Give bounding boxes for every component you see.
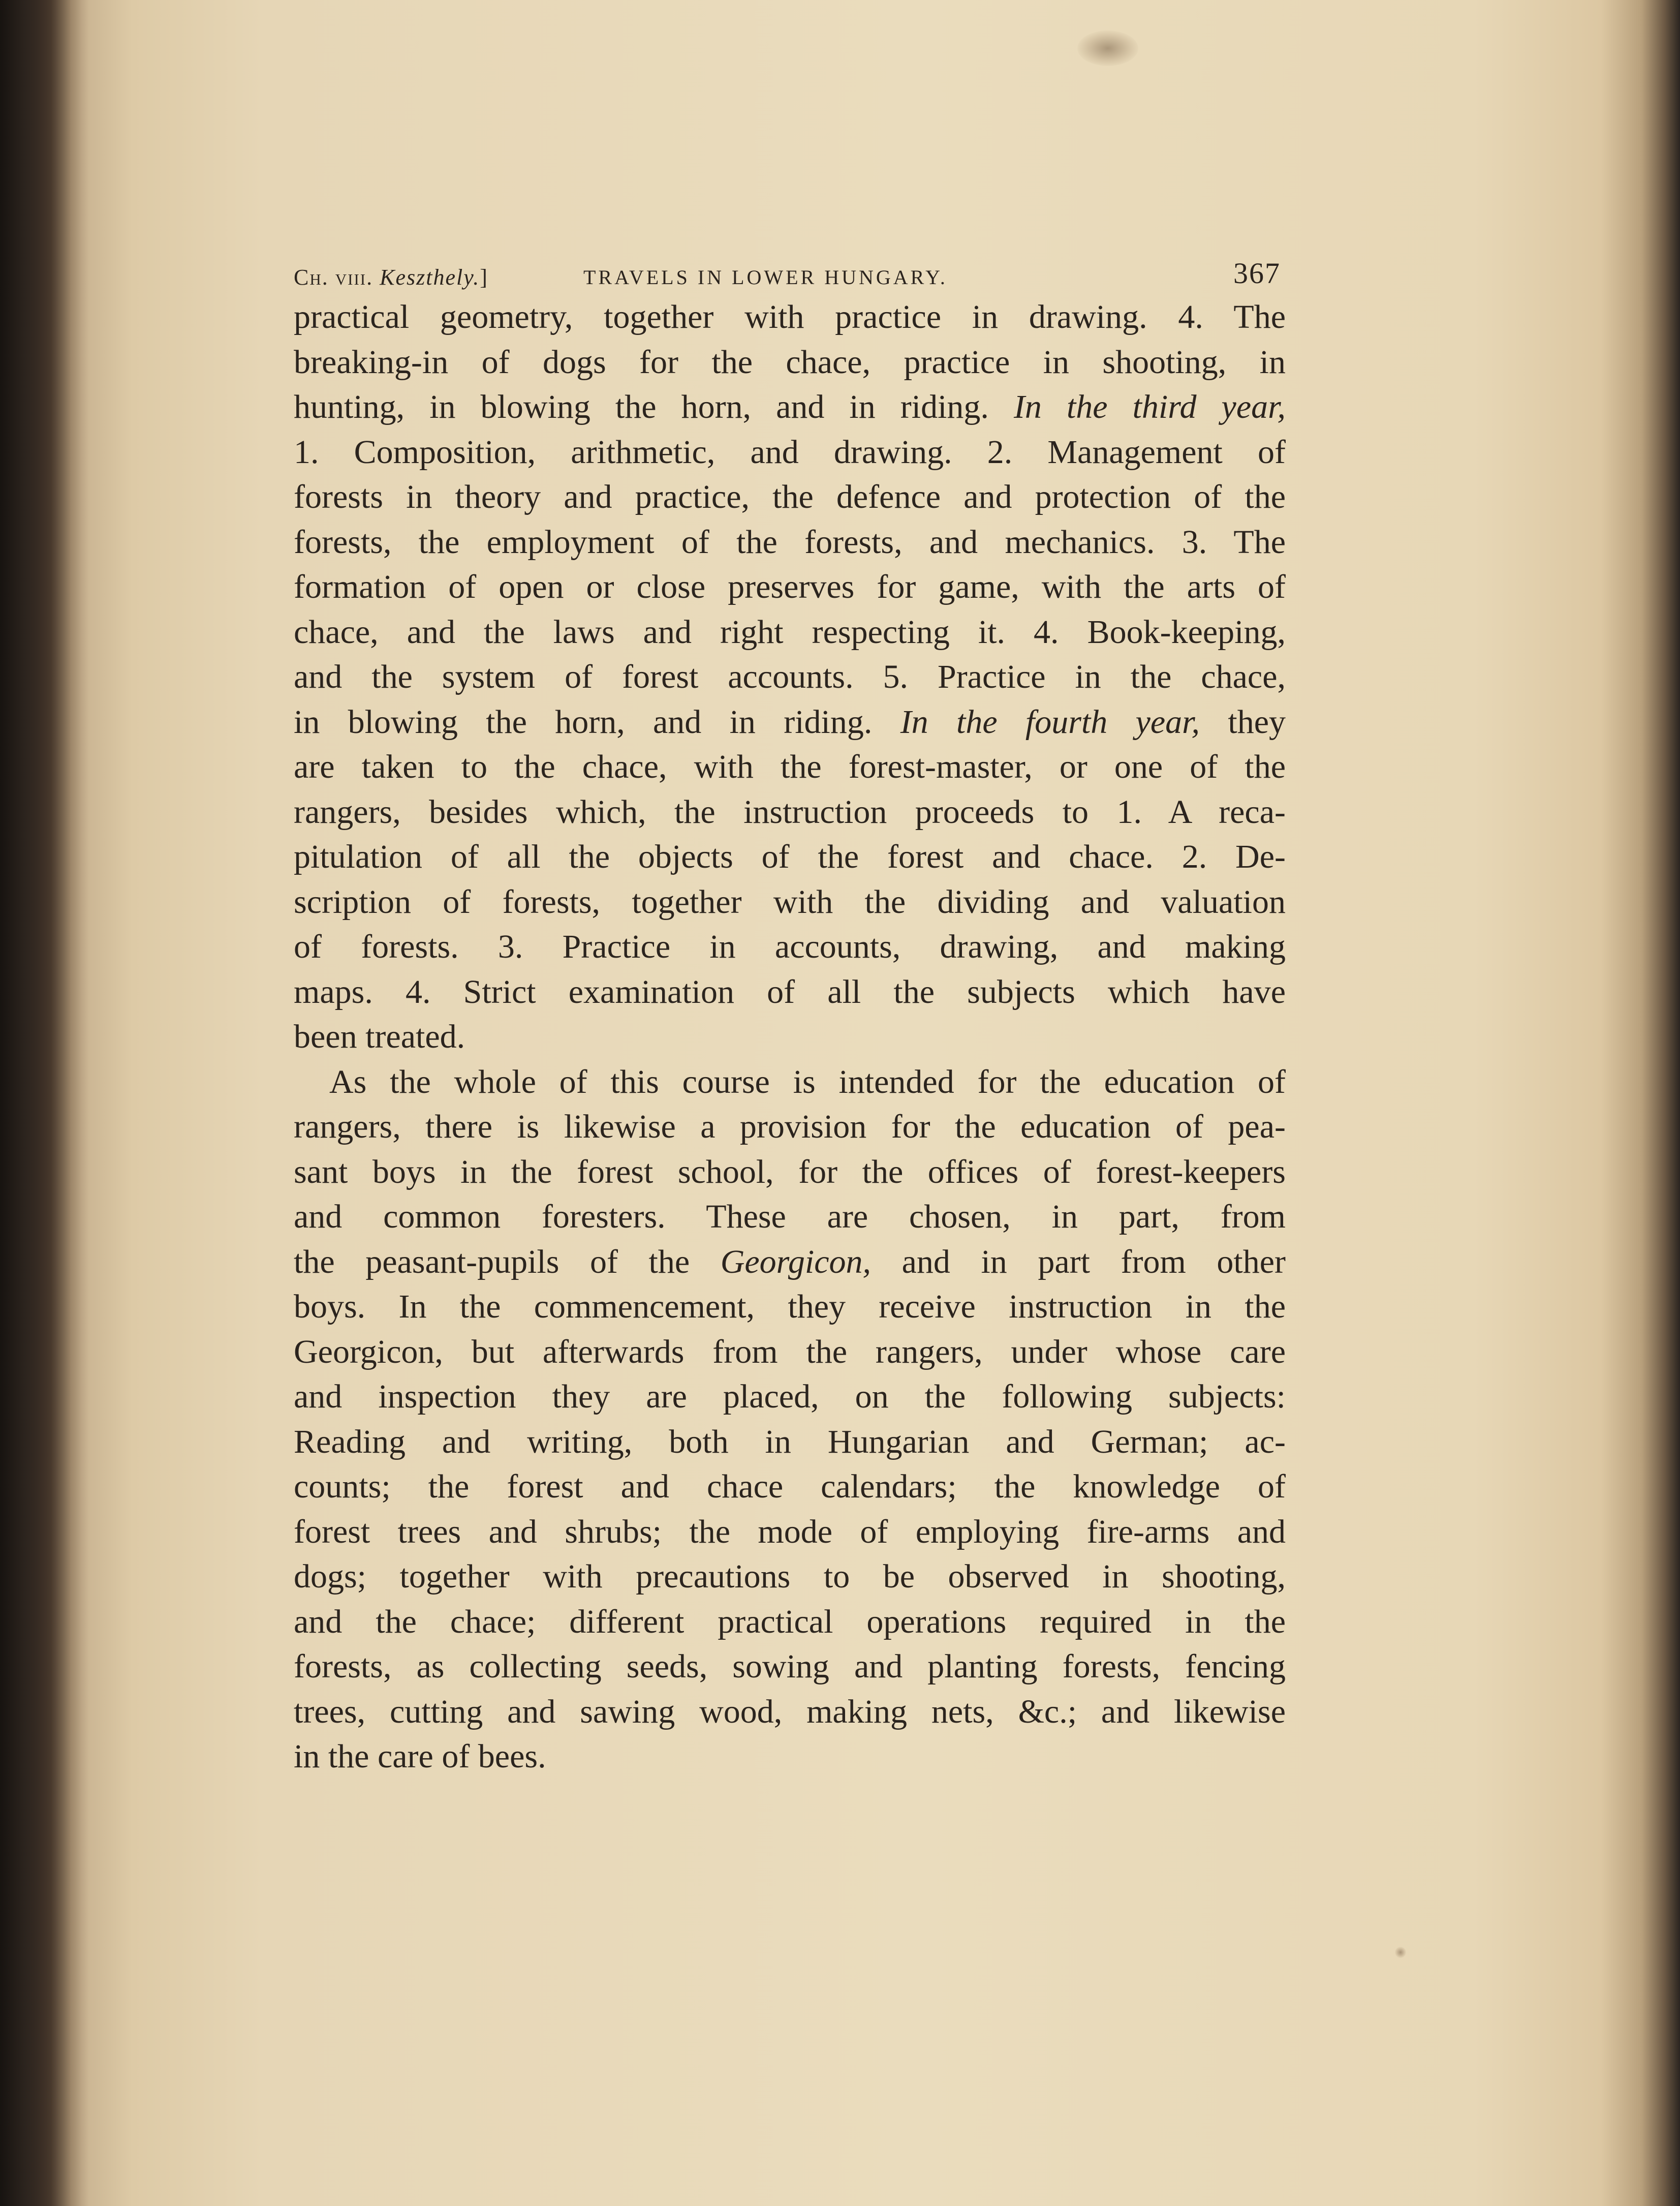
text-line: are taken to the chace, with the forest-master, or one of the	[294, 748, 1286, 785]
text-line: practical geometry, together with practice in drawing. 4. The	[294, 298, 1286, 335]
text-line: boys. In the commencement, they receive instruction in the	[294, 1288, 1286, 1325]
page-number: 367	[1233, 257, 1281, 290]
text-line: and common foresters. These are chosen, in part, from	[294, 1198, 1286, 1235]
text-line: sant boys in the forest school, for the offices of forest-keepers	[294, 1153, 1286, 1190]
text-line: forests in theory and practice, the defence and protection of the	[294, 478, 1286, 515]
text-line: counts; the forest and chace calendars; the knowledge of	[294, 1468, 1286, 1505]
text-line: scription of forests, together with the dividing and valuation	[294, 883, 1286, 921]
binding-gutter	[0, 0, 89, 2206]
text-line: maps. 4. Strict examination of all the subjects which have	[294, 973, 1286, 1010]
text-line: and the chace; different practical operations required in the	[294, 1603, 1286, 1640]
running-head-chapter: Ch. viii. Keszthely.]	[294, 265, 488, 290]
running-head	[294, 239, 1286, 295]
text-line: been treated.	[294, 1018, 465, 1055]
paragraph-1	[294, 295, 1286, 1060]
text-line: trees, cutting and sawing wood, making nets, &c.; and likewise	[294, 1693, 1286, 1730]
page-text-block	[294, 239, 1286, 1780]
running-head-title: TRAVELS IN LOWER HUNGARY.	[583, 266, 948, 289]
text-line: 1. Composition, arithmetic, and drawing. 2. Management of	[294, 433, 1286, 471]
text-line: in blowing the horn, and in riding. In the fourth year, they	[294, 703, 1286, 741]
text-line: chace, and the laws and right respecting it. 4. Book-keeping,	[294, 613, 1286, 651]
text-line: formation of open or close preserves for game, with the arts of	[294, 568, 1286, 605]
text-line: Reading and writing, both in Hungarian and German; ac-	[294, 1423, 1286, 1460]
text-line: Georgicon, but afterwards from the rangers, under whose care	[294, 1333, 1286, 1370]
text-line: breaking-in of dogs for the chace, practice in shooting, in	[294, 343, 1286, 381]
text-line: forests, the employment of the forests, and mechanics. 3. The	[294, 523, 1286, 561]
text-line: and the system of forest accounts. 5. Practice in the chace,	[294, 658, 1286, 695]
paragraph-2	[294, 1060, 1286, 1780]
text-line: the peasant-pupils of the Georgicon, and in part from other	[294, 1243, 1286, 1280]
text-line: and inspection they are placed, on the following subjects:	[294, 1378, 1286, 1415]
text-line: As the whole of this course is intended for the education of	[329, 1063, 1286, 1100]
text-line: forest trees and shrubs; the mode of employing fire-arms and	[294, 1513, 1286, 1550]
text-line: dogs; together with precautions to be observed in shooting,	[294, 1558, 1286, 1595]
text-line: rangers, besides which, the instruction proceeds to 1. A reca-	[294, 793, 1286, 831]
text-line: of forests. 3. Practice in accounts, drawing, and making	[294, 928, 1286, 965]
text-line: in the care of bees.	[294, 1738, 546, 1775]
text-line: hunting, in blowing the horn, and in riding. In the third year,	[294, 388, 1286, 425]
paper-stain	[1077, 30, 1138, 66]
paper-stain	[1395, 1947, 1406, 1958]
text-line: rangers, there is likewise a provision for the education of pea-	[294, 1108, 1286, 1145]
text-line: forests, as collecting seeds, sowing and planting forests, fencing	[294, 1648, 1286, 1685]
text-line: pitulation of all the objects of the forest and chace. 2. De-	[294, 838, 1286, 875]
